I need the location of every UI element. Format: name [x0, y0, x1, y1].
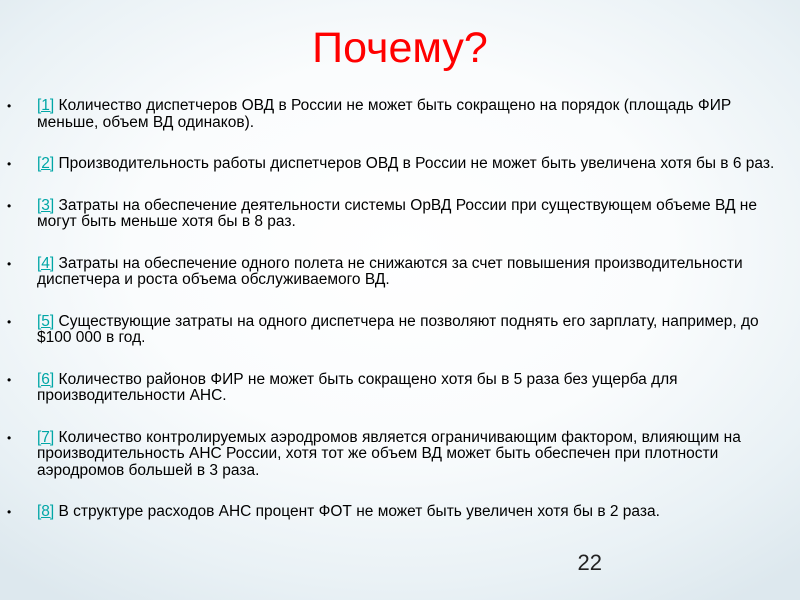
list-item-text: Затраты на обеспечение деятельности системы ОрВД России при существующем объеме ВД не могут быть меньше хотя бы в 8 раз.	[37, 196, 757, 230]
bullet-icon: •	[7, 157, 12, 171]
footnote-link-3[interactable]: [3]	[37, 196, 55, 214]
list-item	[0, 256, 800, 289]
list-item	[0, 504, 800, 521]
footnote-link-6[interactable]: [6]	[37, 370, 55, 388]
bullet-icon: •	[7, 430, 12, 445]
list-item	[0, 314, 800, 347]
list-item	[0, 198, 800, 231]
footnote-link-8[interactable]: [8]	[37, 503, 55, 520]
footnote-link-5[interactable]: [5]	[37, 312, 55, 330]
list-item-text: Количество диспетчеров ОВД в России не может быть сокращено на порядок (площадь ФИР меньше, объем ВД одинаков).	[37, 97, 732, 131]
list-item-text: Количество контролируемых аэродромов является ограничивающим фактором, влияющим на производительность АНС России, хотя тот же объем ВД может быть обеспечен при плотности аэродромов большей в 3 раза.	[37, 428, 741, 479]
list-item	[0, 156, 800, 173]
list-item-text: Существующие затраты на одного диспетчера не позволяют поднять его зарплату, например, до $100 000 в год.	[37, 312, 759, 346]
list-item	[0, 98, 800, 131]
list-item	[0, 430, 800, 480]
footnote-link-4[interactable]: [4]	[37, 254, 55, 272]
footnote-link-1[interactable]: [1]	[37, 97, 55, 114]
bullet-list	[0, 98, 800, 546]
bullet-icon: •	[7, 372, 12, 387]
bullet-icon: •	[7, 99, 12, 113]
list-item-text: Затраты на обеспечение одного полета не снижаются за счет повышения производительности диспетчера и роста объема обслуживаемого ВД.	[37, 254, 743, 288]
bullet-icon: •	[7, 314, 12, 329]
list-item-text: Количество районов ФИР не может быть сокращено хотя бы в 5 раза без ущерба для производительности АНС.	[37, 370, 678, 404]
bullet-icon: •	[7, 256, 12, 271]
list-item-text: Производительность работы диспетчеров ОВД в России не может быть увеличена хотя бы в 6 раз.	[54, 155, 775, 172]
page-number: 22	[577, 550, 602, 575]
bullet-icon: •	[7, 198, 12, 213]
footnote-link-7[interactable]: [7]	[37, 428, 55, 446]
slide-title: Почему?	[312, 24, 488, 72]
list-item	[0, 372, 800, 405]
bullet-icon: •	[7, 505, 12, 519]
footnote-link-2[interactable]: [2]	[37, 155, 55, 172]
list-item-text: В структуре расходов АНС процент ФОТ не может быть увеличен хотя бы в 2 раза.	[54, 503, 660, 520]
